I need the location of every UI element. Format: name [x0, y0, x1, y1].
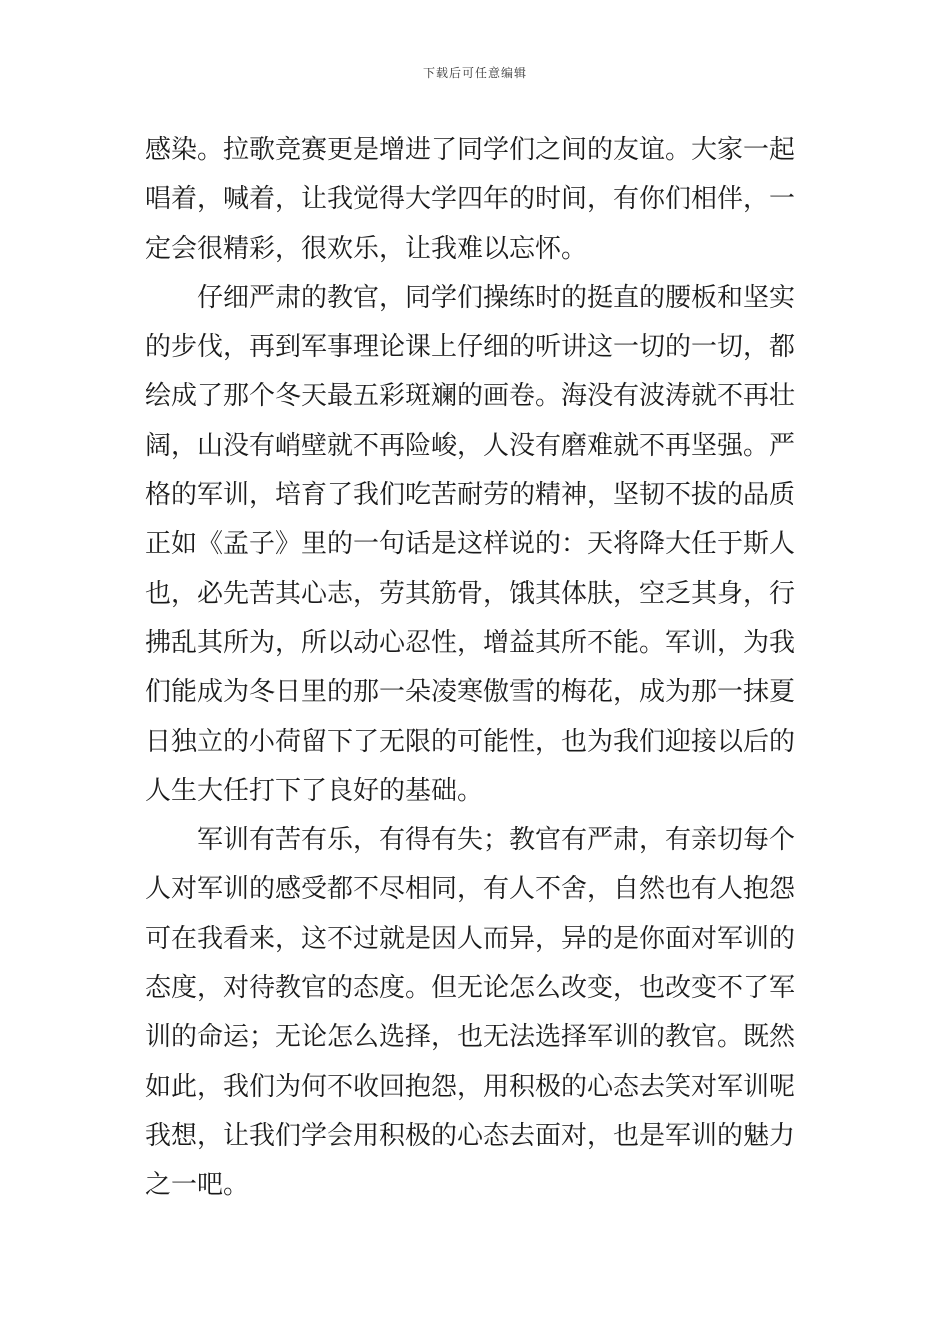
text-line: 感染。拉歌竞赛更是增进了同学们之间的友谊。大家一起	[145, 135, 796, 165]
paragraph	[145, 126, 807, 274]
text-line: 我想，让我们学会用积极的心态去面对，也是军训的魅力	[145, 1120, 796, 1151]
text-line: 态度，对待教官的态度。但无论怎么改变，也改变不了军	[145, 973, 796, 1004]
document-body	[145, 126, 807, 1211]
text-line: 定会很精彩，很欢乐，让我难以忘怀。	[145, 233, 588, 264]
paragraph	[145, 274, 807, 816]
text-line: 可在我看来，这不过就是因人而异，异的是你面对军训的	[145, 923, 796, 954]
paragraph	[145, 816, 807, 1210]
text-line: 训的命运；无论怎么选择，也无法选择军训的教官。既然	[145, 1022, 796, 1053]
text-line: 人对军训的感受都不尽相同，有人不舍，自然也有人抱怨	[145, 874, 796, 905]
page-header-note: 下载后可任意编辑	[422, 66, 527, 80]
text-line: 拂乱其所为，所以动心忍性，增益其所不能。军训，为我	[145, 627, 796, 658]
text-line: 人生大任打下了良好的基础。	[145, 775, 484, 806]
text-line: 日独立的小荷留下了无限的可能性，也为我们迎接以后的	[145, 726, 796, 757]
text-line: 之一吧。	[145, 1170, 250, 1201]
text-line: 格的军训，培育了我们吃苦耐劳的精神，坚韧不拔的品质	[145, 480, 796, 511]
text-line: 阔，山没有峭壁就不再险峻，人没有磨难就不再坚强。严	[145, 430, 796, 461]
text-line: 也，必先苦其心志，劳其筋骨，饿其体肤，空乏其身，行	[145, 578, 796, 609]
text-line: 仔细严肃的教官，同学们操练时的挺直的腰板和坚实	[197, 282, 796, 313]
text-line: 军训有苦有乐，有得有失；教官有严肃，有亲切每个	[197, 825, 796, 856]
text-line: 如此，我们为何不收回抱怨，用积极的心态去笑对军训呢	[145, 1071, 796, 1102]
text-line: 唱着，喊着，让我觉得大学四年的时间，有你们相伴，一	[145, 184, 796, 215]
text-line: 正如《孟子》里的一句话是这样说的：天将降大任于斯人	[145, 529, 796, 560]
text-line: 绘成了那个冬天最五彩斑斓的画卷。海没有波涛就不再壮	[145, 381, 796, 412]
text-line: 的步伐，再到军事理论课上仔细的听讲这一切的一切，都	[145, 332, 796, 363]
text-line: 们能成为冬日里的那一朵凌寒傲雪的梅花，成为那一抹夏	[145, 677, 796, 708]
